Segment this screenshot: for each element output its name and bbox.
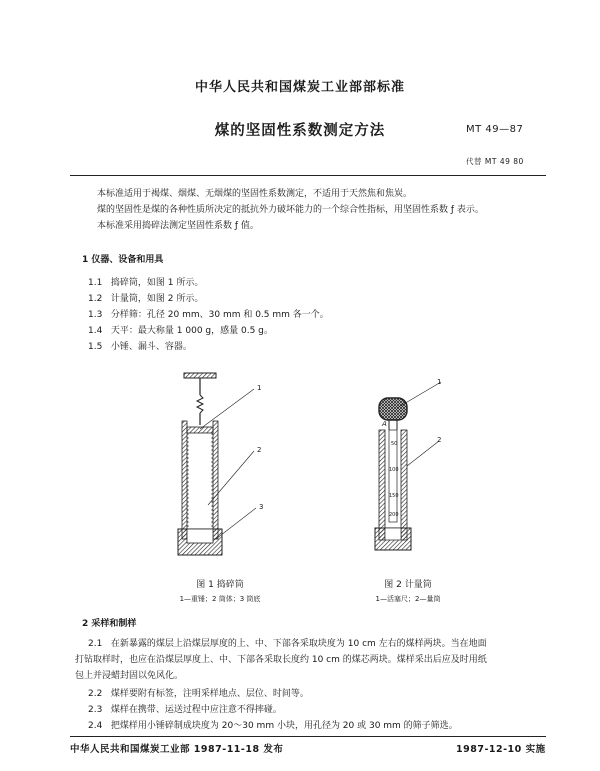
figure-1-label-1: 1 (257, 384, 262, 392)
item-2-4: 2.4 把煤样用小锤碎制成块度为 20～30 mm 小块，用孔径为 20 或 30 mm 的筛子筛选。 (88, 721, 458, 731)
replaces-note: 代替 MT 49 80 (466, 157, 524, 166)
intro-paragraph-3: 本标准采用捣碎法测定坚固性系数 ƒ 值。 (97, 221, 259, 231)
item-1-3: 1.3 分样筛：孔径 20 mm、30 mm 和 0.5 mm 各一个。 (88, 310, 329, 320)
paragraph-2-1-line-3: 包上并浸蜡封固以免风化。 (75, 671, 184, 681)
paragraph-2-1-line-1: 2.1 在新暴露的煤层上沿煤层厚度的上、中、下部各采取块度为 10 cm 左右的煤样两块。当在地面 (88, 639, 487, 649)
item-1-4: 1.4 天平：最大称量 1 000 g，感量 0.5 g。 (88, 326, 273, 336)
piston-knob (379, 398, 407, 420)
scale-mark-200: 200 (389, 512, 399, 518)
figure-1-label-2: 2 (257, 446, 262, 454)
paragraph-2-1-line-2: 打钻取样时，也应在沿煤层厚度上、中、下部各采取长度约 10 cm 的煤芯两块。煤样采出后应及时用纸 (75, 655, 487, 665)
standard-title: 中华人民共和国煤炭工业部部标准 (194, 80, 405, 95)
scale-mark-100: 100 (389, 467, 399, 473)
section-2-heading: 2 采样和制样 (82, 619, 137, 629)
issued-date: 中华人民共和国煤炭工业部 1987-11-18 发布 (70, 744, 284, 755)
item-2-3: 2.3 煤样在携带、运送过程中应注意不得摔碰。 (88, 705, 282, 715)
section-1-heading: 1 仪器、设备和用具 (82, 255, 164, 265)
figure-1-label-3: 3 (259, 503, 264, 511)
item-1-5: 1.5 小锤、漏斗、容器。 (88, 342, 192, 352)
figure-2-measuring-cylinder (365, 378, 465, 558)
document-title: 煤的坚固性系数测定方法 (214, 123, 386, 139)
figure-1-crushing-cylinder (168, 365, 278, 565)
item-1-2: 1.2 计量筒，如图 2 所示。 (88, 294, 204, 304)
scale-mark-150: 150 (389, 493, 399, 499)
intro-paragraph-1: 本标准适用于褐煤、烟煤、无烟煤的坚固性系数测定，不适用于天然焦和焦炭。 (97, 189, 413, 199)
footer-rule (70, 736, 546, 737)
figure-2-label-1: 1 (437, 378, 442, 386)
intro-paragraph-2: 煤的坚固性是煤的各种性质所决定的抵抗外力破坏能力的一个综合性指标，用坚固性系数 ƒ 表示。 (97, 205, 484, 215)
item-2-2: 2.2 煤样要附有标签，注明采样地点、层位、时间等。 (88, 689, 309, 699)
figure-2-marker-a: A (382, 420, 387, 428)
figure-2-legend: 1—活塞尺；2—量筒 (375, 595, 441, 603)
header-rule (70, 175, 546, 176)
figure-1-caption: 图 1 捣碎筒 (196, 580, 244, 590)
figure-2-label-2: 2 (437, 436, 442, 444)
scale-mark-50: 50 (391, 441, 398, 447)
item-1-1: 1.1 捣碎筒，如图 1 所示。 (88, 278, 204, 288)
figure-1-legend: 1—重锤；2 筒体；3 筒底 (179, 595, 261, 603)
handle-bar (184, 373, 216, 378)
standard-code: MT 49—87 (466, 124, 524, 135)
figure-2-caption: 图 2 计量筒 (384, 580, 432, 590)
effective-date: 1987-12-10 实施 (456, 744, 546, 755)
spring-coil (197, 395, 203, 413)
